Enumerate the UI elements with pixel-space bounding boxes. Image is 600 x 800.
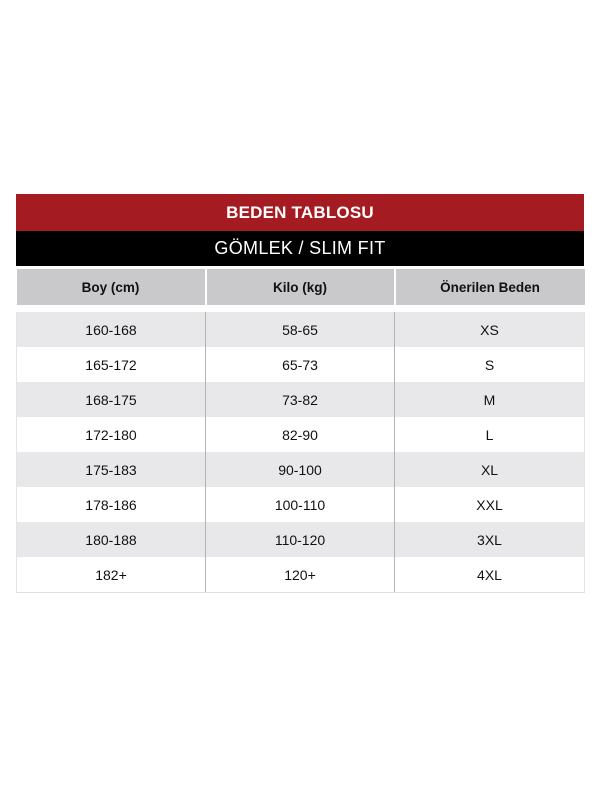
- size-cell: S: [395, 347, 585, 382]
- height-cell: 160-168: [17, 309, 206, 348]
- size-cell: XL: [395, 452, 585, 487]
- table-row: [17, 522, 585, 557]
- height-cell: 168-175: [17, 382, 206, 417]
- weight-cell: 100-110: [206, 487, 395, 522]
- size-cell: 4XL: [395, 557, 585, 593]
- size-cell: L: [395, 417, 585, 452]
- table-row: [17, 382, 585, 417]
- weight-cell: 82-90: [206, 417, 395, 452]
- height-cell: 178-186: [17, 487, 206, 522]
- height-cell: 165-172: [17, 347, 206, 382]
- table-row: [17, 347, 585, 382]
- weight-cell: 120+: [206, 557, 395, 593]
- column-header-size: Önerilen Beden: [395, 268, 585, 309]
- table-row: [17, 557, 585, 593]
- table-row: [17, 452, 585, 487]
- size-cell: 3XL: [395, 522, 585, 557]
- weight-cell: 58-65: [206, 309, 395, 348]
- column-header-weight: Kilo (kg): [206, 268, 395, 309]
- weight-cell: 90-100: [206, 452, 395, 487]
- height-cell: 172-180: [17, 417, 206, 452]
- table-row: [17, 417, 585, 452]
- size-cell: M: [395, 382, 585, 417]
- size-cell: XXL: [395, 487, 585, 522]
- chart-title: BEDEN TABLOSU: [16, 194, 584, 231]
- chart-subtitle: GÖMLEK / SLIM FIT: [16, 231, 584, 266]
- size-chart: [16, 194, 584, 593]
- weight-cell: 110-120: [206, 522, 395, 557]
- weight-cell: 65-73: [206, 347, 395, 382]
- height-cell: 175-183: [17, 452, 206, 487]
- table-row: [17, 309, 585, 348]
- size-cell: XS: [395, 309, 585, 348]
- header-row: [17, 268, 585, 309]
- size-table: [16, 266, 585, 593]
- height-cell: 180-188: [17, 522, 206, 557]
- table-row: [17, 487, 585, 522]
- height-cell: 182+: [17, 557, 206, 593]
- weight-cell: 73-82: [206, 382, 395, 417]
- column-header-height: Boy (cm): [17, 268, 206, 309]
